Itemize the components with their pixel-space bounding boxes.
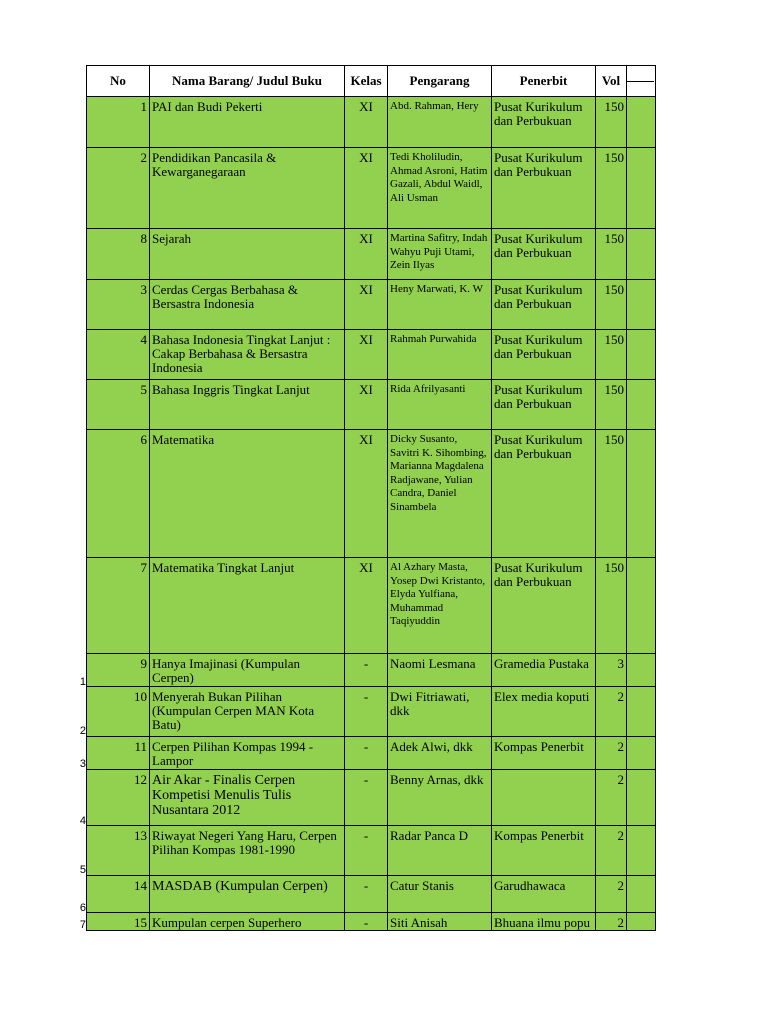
cell-publisher[interactable]: Pusat Kurikulum dan Perbukuan [492,280,596,330]
cell-publisher[interactable]: Pusat Kurikulum dan Perbukuan [492,380,596,430]
cell-publisher[interactable]: Kompas Penerbit [492,737,596,770]
header-row [87,66,656,97]
cell-no[interactable]: 2 [87,148,150,229]
table-row [87,737,656,770]
cell-no[interactable]: 3 [87,280,150,330]
header-divider [626,81,654,82]
cell-extra[interactable] [627,913,656,931]
side-row-number: 7 [79,919,86,931]
cell-publisher[interactable]: Gramedia Pustaka [492,654,596,687]
cell-extra[interactable] [627,770,656,826]
cell-kelas[interactable]: XI [345,280,388,330]
side-row-number: 6 [79,902,86,914]
cell-no[interactable]: 7 [87,558,150,654]
table-row [87,770,656,826]
cell-publisher[interactable]: Garudhawaca [492,876,596,913]
cell-vol[interactable]: 150 [596,430,627,558]
cell-title[interactable]: Riwayat Negeri Yang Haru, Cerpen Pilihan Kompas 1981-1990 [150,826,345,876]
cell-publisher[interactable]: Pusat Kurikulum dan Perbukuan [492,430,596,558]
cell-title[interactable]: Matematika Tingkat Lanjut [150,558,345,654]
cell-no[interactable]: 4 [87,330,150,380]
cell-extra[interactable] [627,826,656,876]
table-row [87,148,656,229]
cell-extra[interactable] [627,430,656,558]
cell-author[interactable]: Benny Arnas, dkk [388,770,492,826]
cell-vol[interactable]: 2 [596,876,627,913]
cell-title[interactable]: Air Akar - Finalis Cerpen Kompetisi Menulis Tulis Nusantara 2012 [150,770,345,826]
cell-title[interactable]: MASDAB (Kumpulan Cerpen) [150,876,345,913]
cell-author[interactable]: Siti Anisah [388,913,492,931]
cell-kelas[interactable]: - [345,687,388,737]
cell-kelas[interactable]: - [345,876,388,913]
table-row [87,876,656,913]
cell-publisher[interactable]: Pusat Kurikulum dan Perbukuan [492,229,596,280]
cell-publisher[interactable]: Elex media koputi [492,687,596,737]
cell-title[interactable]: Cerdas Cergas Berbahasa & Bersastra Indonesia [150,280,345,330]
cell-author[interactable]: Naomi Lesmana [388,654,492,687]
table-row [87,687,656,737]
cell-extra[interactable] [627,280,656,330]
cell-kelas[interactable]: XI [345,148,388,229]
cell-no[interactable]: 13 [87,826,150,876]
cell-extra[interactable] [627,148,656,229]
cell-vol[interactable]: 2 [596,913,627,931]
cell-title[interactable]: Menyerah Bukan Pilihan (Kumpulan Cerpen MAN Kota Batu) [150,687,345,737]
cell-no[interactable]: 1 [87,97,150,148]
cell-vol[interactable]: 150 [596,330,627,380]
cell-title[interactable]: Pendidikan Pancasila & Kewarganegaraan [150,148,345,229]
cell-author[interactable]: Heny Marwati, K. W [388,280,492,330]
cell-kelas[interactable]: XI [345,380,388,430]
cell-publisher[interactable]: Bhuana ilmu popu [492,913,596,931]
cell-extra[interactable] [627,558,656,654]
cell-vol[interactable]: 2 [596,770,627,826]
cell-no[interactable]: 6 [87,430,150,558]
cell-author[interactable]: Tedi Kholiludin, Ahmad Asroni, Hatim Gazali, Abdul Waidl, Ali Usman [388,148,492,229]
cell-extra[interactable] [627,97,656,148]
cell-no[interactable]: 8 [87,229,150,280]
cell-author[interactable]: Dicky Susanto, Savitri K. Sihombing, Marianna Magdalena Radjawane, Yulian Candra, Daniel Sinambela [388,430,492,558]
side-row-number: 2 [79,725,86,737]
table-row [87,380,656,430]
table-row [87,430,656,558]
cell-publisher[interactable] [492,770,596,826]
cell-vol[interactable]: 150 [596,280,627,330]
cell-kelas[interactable]: - [345,826,388,876]
cell-publisher[interactable]: Pusat Kurikulum dan Perbukuan [492,558,596,654]
side-row-number: 4 [79,815,86,827]
cell-title[interactable]: Cerpen Pilihan Kompas 1994 - Lampor [150,737,345,770]
cell-no[interactable]: 14 [87,876,150,913]
cell-publisher[interactable]: Pusat Kurikulum dan Perbukuan [492,330,596,380]
cell-kelas[interactable]: XI [345,229,388,280]
cell-title[interactable]: Hanya Imajinasi (Kumpulan Cerpen) [150,654,345,687]
cell-kelas[interactable]: - [345,737,388,770]
cell-vol[interactable]: 3 [596,654,627,687]
cell-vol[interactable]: 150 [596,558,627,654]
cell-vol[interactable]: 150 [596,148,627,229]
cell-vol[interactable]: 2 [596,826,627,876]
cell-author[interactable]: Martina Safitry, Indah Wahyu Puji Utami, Zein Ilyas [388,229,492,280]
cell-author[interactable]: Radar Panca D [388,826,492,876]
header-kelas[interactable]: Kelas [345,66,388,97]
cell-kelas[interactable]: XI [345,558,388,654]
cell-kelas[interactable]: XI [345,97,388,148]
cell-no[interactable]: 5 [87,380,150,430]
cell-title[interactable]: Bahasa Indonesia Tingkat Lanjut : Cakap Berbahasa & Bersastra Indonesia [150,330,345,380]
cell-extra[interactable] [627,380,656,430]
header-author[interactable]: Pengarang [388,66,492,97]
header-vol[interactable]: Vol [596,66,627,97]
cell-extra[interactable] [627,229,656,280]
header-no[interactable]: No [87,66,150,97]
side-row-number: 1 [79,676,86,688]
header-publisher[interactable]: Penerbit [492,66,596,97]
table-row [87,229,656,280]
table-row [87,280,656,330]
cell-extra[interactable] [627,687,656,737]
table-row [87,330,656,380]
cell-extra[interactable] [627,737,656,770]
cell-title[interactable]: PAI dan Budi Pekerti [150,97,345,148]
cell-vol[interactable]: 2 [596,737,627,770]
side-row-number: 3 [79,758,86,770]
cell-kelas[interactable]: XI [345,430,388,558]
cell-vol[interactable]: 2 [596,687,627,737]
cell-no[interactable]: 9 [87,654,150,687]
cell-vol[interactable]: 150 [596,380,627,430]
cell-no[interactable]: 11 [87,737,150,770]
side-row-number: 5 [79,864,86,876]
cell-title[interactable]: Matematika [150,430,345,558]
cell-vol[interactable]: 150 [596,97,627,148]
cell-kelas[interactable]: - [345,654,388,687]
cell-author[interactable]: Abd. Rahman, Hery [388,97,492,148]
cell-title[interactable]: Bahasa Inggris Tingkat Lanjut [150,380,345,430]
cell-no[interactable]: 12 [87,770,150,826]
cell-author[interactable]: Dwi Fitriawati, dkk [388,687,492,737]
book-inventory-table [86,65,656,931]
table-row [87,558,656,654]
cell-author[interactable]: Rida Afrilyasanti [388,380,492,430]
cell-no[interactable]: 15 [87,913,150,931]
cell-vol[interactable]: 150 [596,229,627,280]
table-row [87,97,656,148]
cell-no[interactable]: 10 [87,687,150,737]
table-row [87,826,656,876]
cell-author[interactable]: Adek Alwi, dkk [388,737,492,770]
cell-publisher[interactable]: Pusat Kurikulum dan Perbukuan [492,97,596,148]
cell-kelas[interactable]: - [345,770,388,826]
cell-author[interactable]: Rahmah Purwahida [388,330,492,380]
cell-extra[interactable] [627,330,656,380]
cell-kelas[interactable]: - [345,913,388,931]
table-row [87,654,656,687]
cell-title[interactable]: Sejarah [150,229,345,280]
cell-publisher[interactable]: Kompas Penerbit [492,826,596,876]
cell-author[interactable]: Catur Stanis [388,876,492,913]
cell-title[interactable]: Kumpulan cerpen Superhero [150,913,345,931]
table-row [87,913,656,931]
cell-extra[interactable] [627,654,656,687]
cell-kelas[interactable]: XI [345,330,388,380]
cell-author[interactable]: Al Azhary Masta, Yosep Dwi Kristanto, Elyda Yulfiana, Muhammad Taqiyuddin [388,558,492,654]
cell-publisher[interactable]: Pusat Kurikulum dan Perbukuan [492,148,596,229]
cell-extra[interactable] [627,876,656,913]
header-title[interactable]: Nama Barang/ Judul Buku [150,66,345,97]
